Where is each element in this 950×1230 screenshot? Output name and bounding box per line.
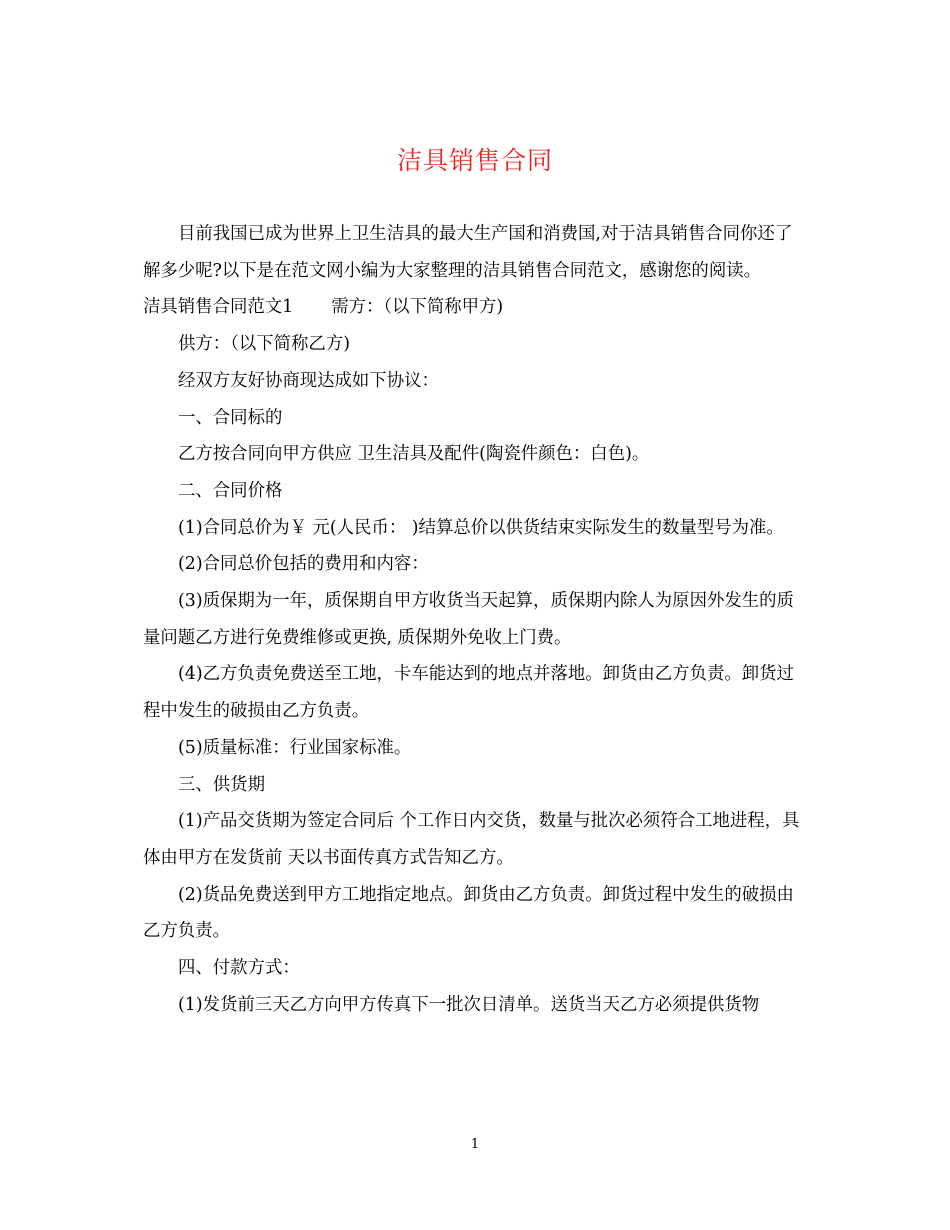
section-heading: 二、合同价格 — [178, 480, 283, 501]
document-body — [143, 216, 807, 1023]
supplier-line: 供方：（以下简称乙方) — [178, 334, 350, 355]
clause-paragraph: (2)合同总价包括的费用和内容： — [178, 554, 429, 575]
section-heading: 三、供货期 — [178, 774, 265, 795]
clause-paragraph: (1)产品交货期为签定合同后 个工作日内交货，数量与批次必须符合工地进程，具体由甲方在发货前 天以书面传真方式告知乙方。 — [143, 811, 800, 868]
clause-paragraph: (1)合同总价为￥ 元(人民币： )结算总价以供货结束实际发生的数量型号为准。 — [178, 517, 784, 538]
clause-paragraph: (4)乙方负责免费送至工地，卡车能达到的地点并落地。卸货由乙方负责。卸货过程中发生的破损由乙方负责。 — [143, 664, 794, 722]
section-heading: 一、合同标的 — [178, 407, 283, 428]
sample-heading-line — [143, 289, 807, 326]
intro-paragraph: 目前我国已成为世界上卫生洁具的最大生产国和消费国,对于洁具销售合同你还了解多少呢?以下是在范文网小编为大家整理的洁具销售合同范文，感谢您的阅读。 — [143, 224, 793, 281]
agreement-line: 经双方友好协商现达成如下协议： — [178, 370, 439, 391]
sample-heading: 洁具销售合同范文1 — [143, 297, 294, 318]
section-heading: 四、付款方式： — [178, 958, 300, 979]
clause-paragraph: 乙方按合同向甲方供应 卫生洁具及配件(陶瓷件颜色：白色)。 — [178, 444, 650, 465]
clause-paragraph: (2)货品免费送到甲方工地指定地点。卸货由乙方负责。卸货过程中发生的破损由乙方负责。 — [143, 884, 794, 942]
document-title: 洁具销售合同 — [396, 146, 553, 175]
clause-paragraph: (5)质量标准：行业国家标准。 — [178, 737, 412, 758]
clause-paragraph: (3)质保期为一年，质保期自甲方收货当天起算，质保期内除人为原因外发生的质量问题乙方进行免费维修或更换, 质保期外免收上门费。 — [143, 591, 794, 648]
buyer-line: 需方：（以下简称甲方) — [331, 297, 504, 318]
page-number: 1 — [470, 1137, 480, 1152]
clause-paragraph: (1)发货前三天乙方向甲方传真下一批次日清单。送货当天乙方必须提供货物 — [178, 994, 760, 1015]
